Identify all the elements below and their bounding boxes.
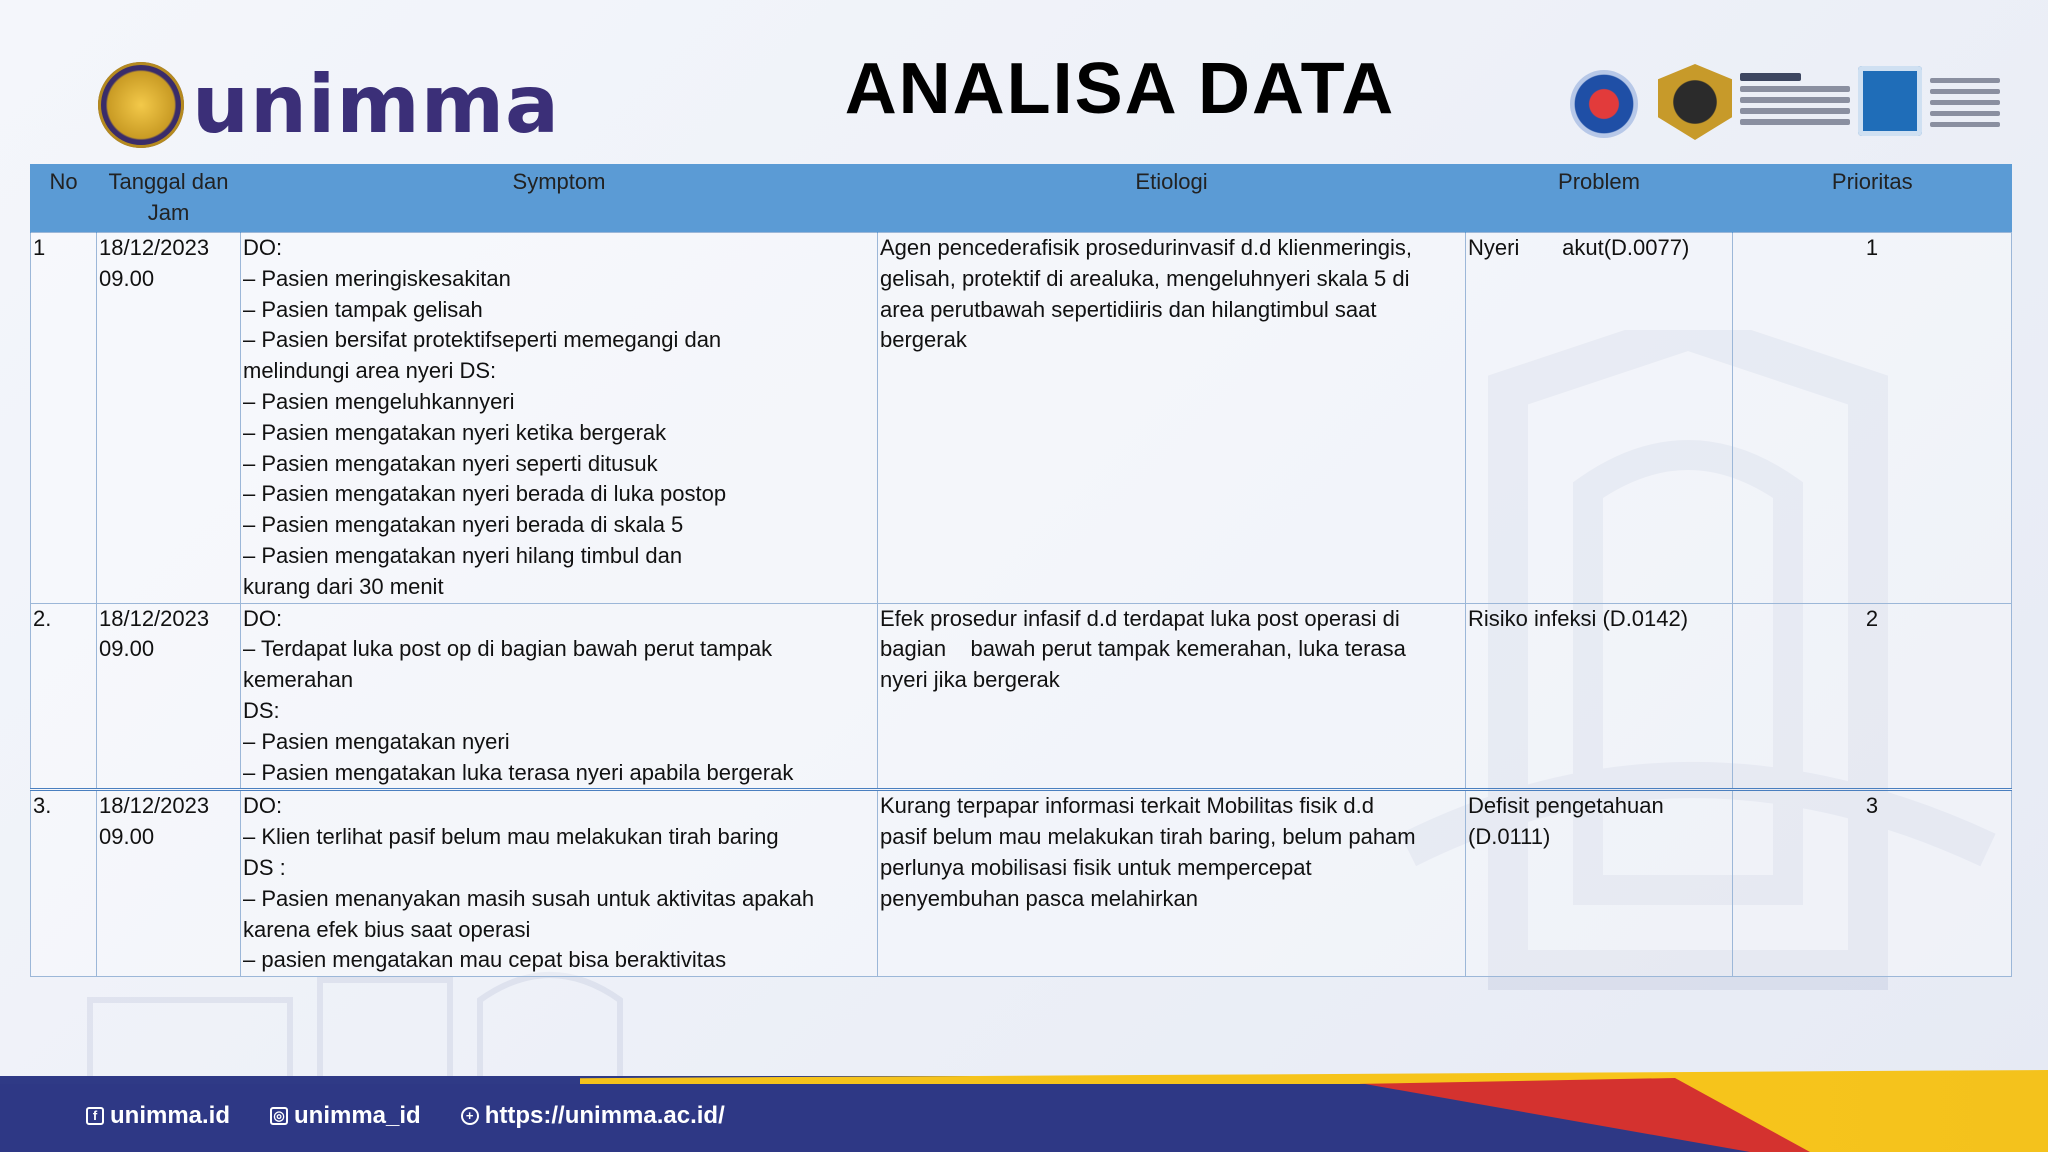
etiologi-line: gelisah, protektif di arealuka, mengeluhnyeri skala 5 di xyxy=(880,265,1410,291)
symptom-item-continued: melindungi area nyeri DS: xyxy=(243,358,497,384)
etiologi-line: area perutbawah sepertidiiris dan hilangtimbul saat xyxy=(880,296,1377,322)
top-100-shield-icon xyxy=(1658,64,1732,140)
symptom-item-continued: kurang dari 30 menit xyxy=(243,573,444,599)
symptom-item: – Pasien tampak gelisah xyxy=(243,295,875,326)
cell-symptom xyxy=(241,233,878,604)
cell-etiologi xyxy=(878,233,1466,604)
cell-symptom xyxy=(241,790,878,977)
column-header-no: No xyxy=(31,164,97,233)
symptom-item-continued: kemerahan xyxy=(243,667,354,693)
globe-icon: + xyxy=(461,1107,479,1125)
table-row xyxy=(31,233,2012,604)
iso-certification-icon xyxy=(1858,66,1922,136)
table-header-row xyxy=(31,164,2012,233)
cell-date xyxy=(97,233,241,604)
cell-symptom xyxy=(241,603,878,790)
website-text: https://unimma.ac.id/ xyxy=(484,1102,725,1129)
footer-links xyxy=(86,1102,725,1130)
symptom-label: DS: xyxy=(243,697,280,723)
problem-line: Defisit pengetahuan xyxy=(1468,793,1664,819)
date-text: 18/12/2023 xyxy=(99,235,210,260)
date-text: 18/12/2023 xyxy=(99,793,210,819)
cell-date xyxy=(97,603,241,790)
symptom-item: – pasien mengatakan mau cepat bisa beraktivitas xyxy=(243,945,875,976)
instagram-text: unimma_id xyxy=(294,1102,421,1129)
etiologi-line: Agen pencederafisik prosedurinvasif d.d klienmeringis, xyxy=(880,235,1412,260)
cell-prioritas: 3 xyxy=(1733,790,2012,977)
accreditation-badges xyxy=(1570,62,2010,146)
column-header-problem: Problem xyxy=(1466,164,1733,233)
table-row xyxy=(31,790,2012,977)
symptom-item: – Pasien mengatakan nyeri xyxy=(243,727,875,758)
column-header-prioritas: Prioritas xyxy=(1733,164,2012,233)
symptom-item: – Pasien mengatakan nyeri berada di luka postop xyxy=(243,479,875,510)
etiologi-line: perlunya mobilisasi fisik untuk mempercepat xyxy=(880,854,1312,880)
etiologi-line: Efek prosedur infasif d.d terdapat luka post operasi di xyxy=(880,605,1400,631)
etiologi-line: penyembuhan pasca melahirkan xyxy=(880,885,1198,911)
symptom-item: – Pasien mengatakan nyeri seperti ditusuk xyxy=(243,449,875,480)
symptom-item: – Pasien mengatakan luka terasa nyeri apabila bergerak xyxy=(243,758,875,789)
seal-logo-icon xyxy=(98,62,184,148)
facebook-link[interactable] xyxy=(86,1102,230,1130)
accreditation-b-badge-icon xyxy=(1570,70,1638,138)
facebook-icon: f xyxy=(86,1107,104,1125)
symptom-item: – Pasien mengatakan nyeri hilang timbul dan xyxy=(243,541,875,572)
cell-no: 3. xyxy=(31,790,97,977)
unimma-logo xyxy=(98,60,560,150)
symptom-label: DO: xyxy=(243,793,283,819)
instagram-icon: ◎ xyxy=(270,1107,288,1125)
symptom-item: – Pasien menanyakan masih susah untuk aktivitas apakah xyxy=(243,884,875,915)
date-text: 18/12/2023 xyxy=(99,605,210,631)
etiologi-line: bagian bawah perut tampak kemerahan, luka terasa xyxy=(880,636,1406,662)
cell-problem: Nyeri akut(D.0077) xyxy=(1466,233,1733,604)
page-title: ANALISA DATA xyxy=(844,49,1396,129)
cell-prioritas: 1 xyxy=(1733,233,2012,604)
etiologi-line: nyeri jika bergerak xyxy=(880,667,1060,693)
symptom-item-continued: karena efek bius saat operasi xyxy=(243,916,531,942)
symptom-label: DO: xyxy=(243,605,283,631)
building-watermark xyxy=(80,960,700,1080)
cell-prioritas: 2 xyxy=(1733,603,2012,790)
column-header-date: Tanggal dan Jam xyxy=(97,164,241,233)
management-system-text-badge xyxy=(1930,72,2000,138)
time-text: 09.00 xyxy=(99,636,155,662)
website-link[interactable] xyxy=(461,1102,725,1130)
cell-date xyxy=(97,790,241,977)
ranking-text-badge xyxy=(1740,68,1850,138)
column-header-etiologi: Etiologi xyxy=(878,164,1466,233)
symptom-item: – Pasien mengeluhkannyeri xyxy=(243,387,875,418)
symptom-item: – Pasien mengatakan nyeri ketika bergerak xyxy=(243,418,875,449)
symptom-item: – Klien terlihat pasif belum mau melakukan tirah baring xyxy=(243,822,875,853)
cell-etiologi xyxy=(878,790,1466,977)
cell-no: 1 xyxy=(31,233,97,604)
symptom-item: – Pasien mengatakan nyeri berada di skala 5 xyxy=(243,510,875,541)
facebook-text: unimma.id xyxy=(110,1102,231,1129)
symptom-label: DS : xyxy=(243,854,286,880)
problem-line: (D.0111) xyxy=(1468,824,1551,850)
etiologi-line: Kurang terpapar informasi terkait Mobilitas fisik d.d xyxy=(880,793,1374,819)
time-text: 09.00 xyxy=(99,824,155,850)
analysis-table xyxy=(30,164,2012,977)
time-text: 09.00 xyxy=(99,265,155,291)
table-row xyxy=(31,603,2012,790)
etiologi-line: bergerak xyxy=(880,327,967,353)
symptom-label: DO: xyxy=(243,235,283,260)
cell-problem xyxy=(1466,790,1733,977)
cell-no: 2. xyxy=(31,603,97,790)
logo-text: unimma xyxy=(192,58,561,151)
instagram-link[interactable] xyxy=(270,1102,421,1130)
etiologi-line: pasif belum mau melakukan tirah baring, belum paham xyxy=(880,824,1416,850)
symptom-item: – Pasien meringiskesakitan xyxy=(243,264,875,295)
cell-problem: Risiko infeksi (D.0142) xyxy=(1466,603,1733,790)
symptom-item: – Pasien bersifat protektifseperti memegangi dan xyxy=(243,325,875,356)
cell-etiologi xyxy=(878,603,1466,790)
column-header-symptom: Symptom xyxy=(241,164,878,233)
symptom-item: – Terdapat luka post op di bagian bawah perut tampak xyxy=(243,634,875,665)
